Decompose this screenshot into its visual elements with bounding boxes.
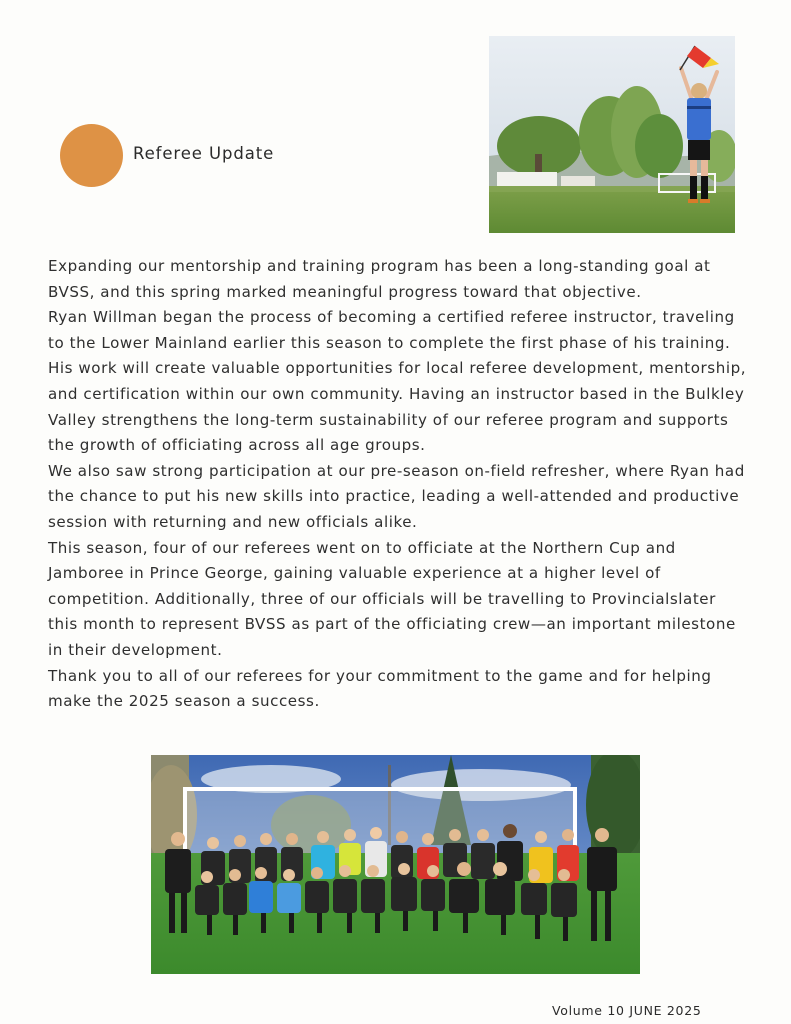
paragraph-thanks: Thank you to all of our referees for your commitment to the game and for helping make the 2025 season a success. — [48, 666, 712, 711]
section-title: Referee Update — [133, 144, 275, 163]
paragraph-instructor: Ryan Willman began the process of becoming a certified referee instructor, traveling to the Lower Mainland earlier this season to complete the first phase of his training. His work will create valuable opportunities for local referee development, mentorship, and certification within our own community. Having an instructor based in the Bulkley Valley strengthens the long-term sustainability of our referee program and supports the growth of officiating across all age groups. — [48, 308, 747, 455]
paragraph-northern-cup: This season, four of our referees went on to officiate at the Northern Cup and Jamboree in Prince George, gaining valuable experience at a higher level of competition. Additionally, three of our officials will be travelling to Provincialslater this month to represent BVSS as part of the officiating crew—an important milestone in their development. — [48, 538, 736, 659]
paragraph-intro: Expanding our mentorship and training program has been a long-standing goal at BVSS, and this spring marked meaningful progress toward that objective. — [48, 257, 711, 301]
volume-footer: Volume 10 JUNE 2025 — [552, 1003, 702, 1018]
referee-with-flag-photo — [489, 36, 735, 233]
section-accent-circle — [60, 124, 123, 187]
referee-group-photo — [151, 755, 640, 974]
paragraph-refresher: We also saw strong participation at our pre-season on-field refresher, where Ryan had the chance to put his new skills into practice, leading a well-attended and productive session with returning and new officials alike. — [48, 461, 745, 531]
article-body — [48, 254, 748, 715]
